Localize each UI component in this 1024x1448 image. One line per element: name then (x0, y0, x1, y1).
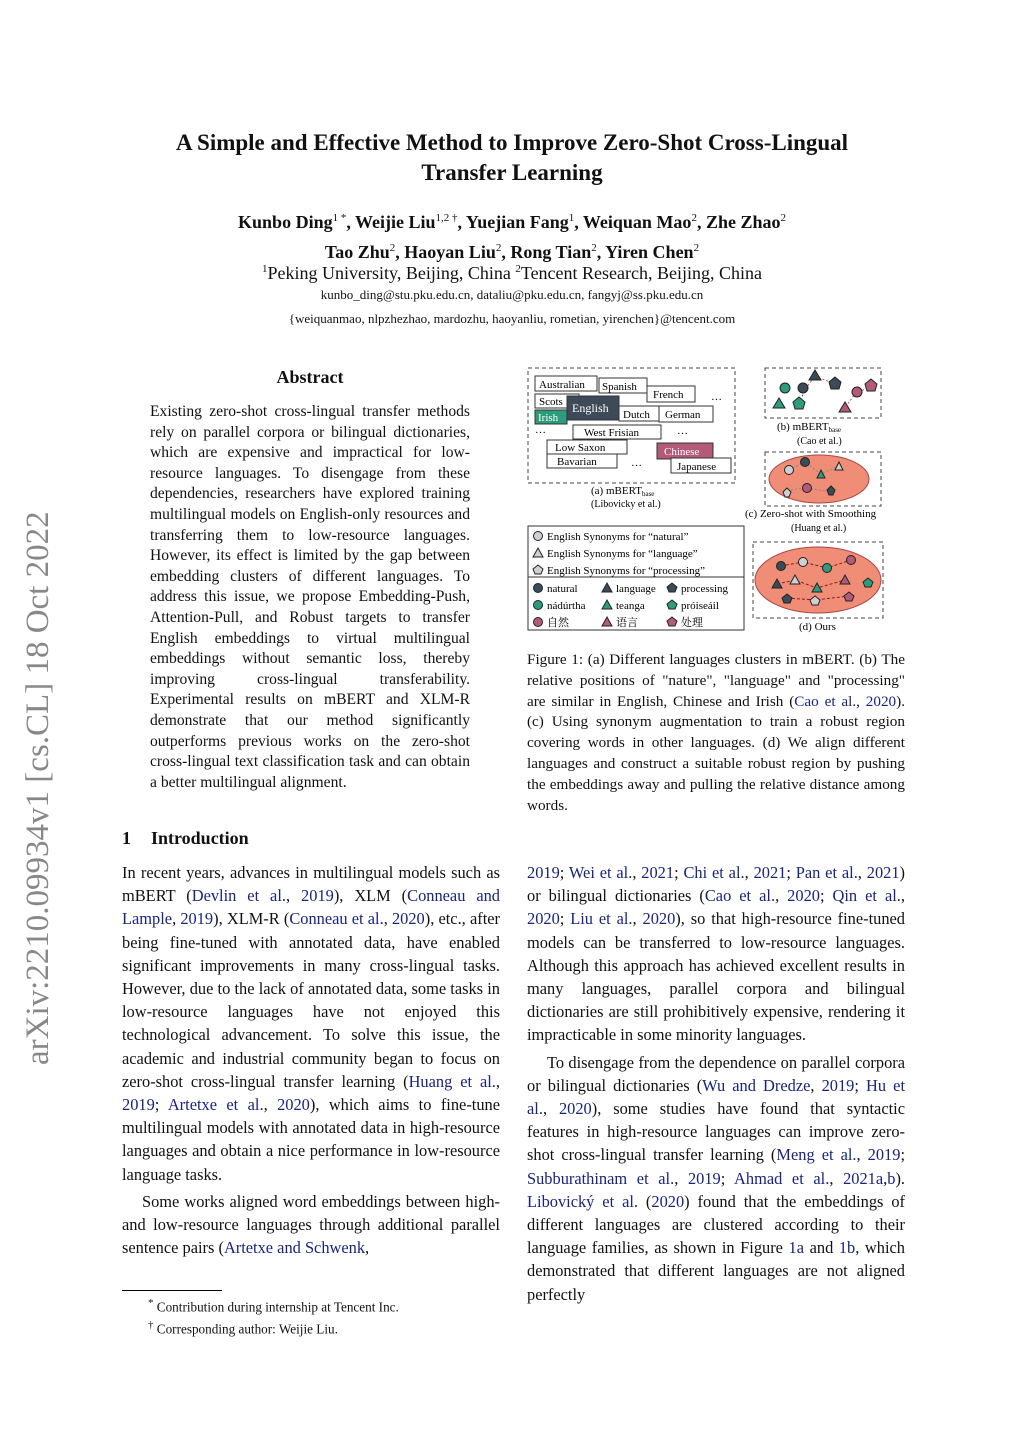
text-run: , (495, 1071, 500, 1091)
point-natural (801, 458, 810, 467)
lang-label: French (653, 389, 684, 401)
text-run: , (857, 863, 867, 882)
author-name: Haoyan Liu (404, 242, 496, 262)
citation-link[interactable]: 2021 (641, 863, 675, 882)
citation-link[interactable]: Cao et al. (704, 886, 776, 906)
email-line-1[interactable]: kunbo_ding@stu.pku.edu.cn, dataliu@pku.edu.cn, fangyj@ss.pku.edu.cn (320, 287, 704, 302)
text-run: , (856, 692, 866, 710)
citation-link[interactable]: 2019 (821, 1075, 855, 1095)
point-natural (777, 562, 786, 571)
citation-link[interactable]: 2019 (301, 886, 334, 906)
text-run: , (632, 863, 642, 882)
point-processing-chinese (865, 379, 877, 391)
citation-link[interactable]: Liu et al. (570, 909, 633, 929)
affil-sup: 1 (262, 263, 268, 275)
citation-link[interactable]: 2021a (843, 1168, 884, 1188)
citation-link[interactable]: b (887, 1168, 896, 1188)
lang-label: Australian (539, 379, 585, 391)
panel-d-label: (d) Ours (799, 621, 836, 633)
legend-label: 自然 (547, 617, 569, 629)
point-natural-chinese (852, 387, 862, 397)
text-run: ) found that the embeddings of different languages are clustered according to their language families, as shown in Figure (527, 1191, 905, 1258)
legend-label: 处理 (681, 617, 703, 629)
legend-label: próiseáil (681, 600, 719, 612)
author-sup: 2 (780, 212, 786, 224)
citation-link[interactable]: 2020 (277, 1095, 310, 1115)
legend-natural-icon (534, 584, 543, 593)
legend-label: teanga (616, 600, 645, 612)
citation-link[interactable]: Wei et al. (568, 863, 633, 882)
language-boxes (535, 376, 731, 473)
footnote-mark: † (148, 1319, 154, 1332)
author-name: Kunbo Ding (238, 212, 333, 232)
point-natural (798, 383, 808, 393)
footnote-text: Contribution during internship at Tencent Inc. (156, 1299, 399, 1315)
text-run: , (172, 909, 181, 929)
text-run: ), which aims to fine-tune multilingual models with annotated data in high-resource languages and obtain a nice performance in low-resource language tasks. (122, 1095, 500, 1184)
lang-label: Scots (539, 396, 563, 408)
citation-link[interactable]: 2019 (122, 1095, 155, 1115)
legend-synonym-natural-icon (534, 532, 543, 541)
ellipsis: … (677, 425, 688, 437)
text-run: ) or bilingual dictionaries ( (527, 863, 905, 906)
paragraph (122, 861, 500, 1186)
citation-link[interactable]: 2020 (527, 909, 560, 929)
panel-a-text: (a) mBERT (591, 485, 642, 497)
citation-link[interactable]: 1a (788, 1238, 805, 1258)
text-run: ; (154, 1095, 168, 1115)
footnote-mark: * (148, 1297, 154, 1309)
panel-c-label: (c) Zero-shot with Smoothing (745, 508, 877, 520)
author-sup: 2 (693, 242, 700, 254)
citation-link[interactable]: Huang et al. (408, 1071, 496, 1091)
panel-b-label (777, 421, 841, 434)
citation-link[interactable]: 1b (838, 1238, 856, 1258)
affiliations (0, 257, 1024, 285)
text-run: and (804, 1238, 839, 1258)
text-run: , (744, 863, 754, 882)
author-sup: 1,2 † (435, 212, 458, 224)
text-run: , (674, 1168, 688, 1188)
lang-label: Low Saxon (555, 442, 606, 454)
author-name: Yiren Chen (605, 242, 694, 262)
panel-b-citation: (Cao et al.) (797, 436, 842, 447)
point-language-chinese (839, 402, 851, 412)
author-sup: 1 * (332, 212, 347, 224)
footnotes (122, 1294, 500, 1339)
text-run: , which demonstrated that different languages are not aligned perfectly (527, 1238, 905, 1304)
text-run: ). (c) Using synonym augmentation to train a robust region covering words in other languages. (d) We align different languages and construct a suitable robust region by pushing the embeddings away and pulling the relative distance among words. (527, 692, 905, 814)
text-run: ; (674, 863, 684, 882)
text-run: To disengage from the dependence on parallel corpora or bilingual dictionaries ( (527, 1052, 905, 1095)
citation-link[interactable]: Chi et al. (683, 863, 745, 882)
legend-label: nádúrtha (547, 600, 586, 612)
abstract-text: Existing zero-shot cross-lingual transfer methods rely on parallel corpora or bilingual dictionaries, which are expensive and impractical for low-resource languages. To disengage from these dependencies, researchers have explored training multilingual models on English-only resources and transferring them to low-resource languages. However, its effect is limited by the gap between embedding clusters of different languages. To address this issue, we propose Embedding-Push, Attention-Pull, and Robust targets to transfer English embeddings to virtual multilingual embeddings without semantic loss, thereby improving cross-lingual transferability. Experimental results on mBERT and XLM-R demonstrate that our method significantly outperforms previous works on the zero-shot cross-lingual text classification task and can obtain a better multilingual alignment. (150, 403, 470, 791)
citation-link[interactable]: 2020 (651, 1191, 685, 1211)
citation-link[interactable]: Artetxe et al. (167, 1095, 264, 1115)
citation-link[interactable]: Hu et al. (527, 1075, 905, 1119)
footnote-2 (122, 1316, 500, 1338)
ellipsis: … (631, 457, 642, 469)
panel-a-sub: base (641, 490, 655, 498)
author-name: Zhe Zhao (705, 212, 781, 232)
point-language-irish (773, 398, 785, 408)
title-line-2: Transfer Learning (421, 160, 603, 185)
author-sup: 2 (389, 242, 396, 254)
text-run: , (829, 1168, 844, 1188)
panel-b-frame (765, 368, 881, 418)
text-run: ), some studies have found that syntactic features in high-resource languages can improve zero-shot cross-lingual transfer learning ( (527, 1099, 905, 1165)
legend-label: English Synonyms for “processing” (547, 565, 705, 577)
text-run: ), etc., after being fine-tuned with annotated data, have enabled significant improvements in many cross-lingual tasks. However, due to the lack of annotated data, some tasks in low-resource languages have not enjoyed this technological advancement. To solve this issue, the academic and industrial community began to focus on zero-shot cross-lingual transfer learning ( (122, 909, 500, 1091)
citation-link[interactable]: 2021 (866, 863, 900, 882)
affiliation-2: Tencent Research, Beijing, China (520, 263, 762, 283)
text-run: ; (786, 863, 796, 882)
text-run: ). (895, 1168, 906, 1188)
email-line-2[interactable]: {weiquanmao, nlpzhezhao, mardozhu, haoyanliu, rometian, yirenchen}@tencent.com (288, 311, 736, 326)
affil-sup: 2 (515, 263, 521, 275)
author-sup: 2 (691, 212, 697, 224)
text-run: , (856, 1145, 868, 1165)
citation-link[interactable]: Devlin et al. (191, 886, 286, 906)
text-run: Figure 1: (a) Different languages clusters in mBERT. (b) The relative positions of "nature", "language" and "processing" are similar in English, Chinese and Irish ( (527, 651, 905, 710)
citation-link[interactable]: 2020 (391, 909, 425, 929)
citation-link[interactable]: Ahmad et al. (734, 1168, 830, 1188)
author-sup: 2 (591, 242, 597, 254)
legend-ziran-icon (534, 618, 543, 627)
citation-link[interactable]: Wu and Dredze (702, 1075, 811, 1095)
author-name: Weiquan Mao (582, 212, 692, 232)
text-run: , (263, 1095, 278, 1115)
citation-link[interactable]: 2019 (687, 1168, 721, 1188)
legend-label: English Synonyms for “natural” (547, 531, 689, 543)
section-heading-introduction (122, 828, 249, 849)
citation-link[interactable]: Libovický et al. (527, 1191, 638, 1211)
footnote-divider (122, 1290, 222, 1291)
legend-nadurtha-icon (534, 601, 543, 610)
paragraph (122, 1190, 500, 1260)
citation-link[interactable]: Pan et al. (795, 863, 858, 882)
text-run: , (286, 886, 302, 906)
left-column-body (122, 861, 500, 1259)
author-name: Weijie Liu (355, 212, 436, 232)
panel-b-sub: base (828, 426, 842, 434)
legend-label: natural (547, 583, 578, 595)
synonym-natural (785, 466, 794, 475)
legend-label: 语言 (616, 617, 638, 629)
text-run: , (900, 886, 906, 906)
text-run: , (775, 886, 788, 906)
text-run: , (542, 1099, 559, 1119)
paragraph (527, 1051, 905, 1306)
citation-link[interactable]: 2020 (865, 692, 897, 710)
author-sup: 2 (495, 242, 502, 254)
right-column-body (527, 861, 905, 1306)
citation-link[interactable]: 2021 (753, 863, 787, 882)
text-run: ), so that high-resource fine-tuned models can be transferred to low-resource languages. Although this approach has achieved excellent results in many languages, parallel corpora and bilingual dictionaries are still prohibitively expensive, rendering it impracticable in some minority languages. (527, 909, 906, 1045)
citation-link[interactable]: 2019 (867, 1145, 901, 1165)
text-run: ; (819, 886, 833, 906)
text-run: ( (638, 1191, 652, 1211)
author-name: Tao Zhu (324, 242, 390, 262)
text-run: ; (854, 1075, 867, 1095)
text-run: ; (559, 863, 569, 882)
lang-label: Japanese (677, 461, 717, 473)
section-title: Introduction (151, 828, 249, 848)
citation-link[interactable]: Meng et al. (776, 1145, 857, 1165)
citation-link[interactable]: Artetxe and Schwenk (223, 1238, 366, 1258)
paragraph (527, 861, 905, 1047)
text-run: , (810, 1075, 822, 1095)
panel-a-label (591, 485, 654, 498)
citation-link[interactable]: Qin et al. (832, 886, 901, 906)
text-run: ; (559, 909, 571, 929)
point-processing (829, 377, 841, 389)
figure-1 (527, 366, 907, 636)
figure-1-caption (527, 650, 905, 816)
footnote-text: Corresponding author: Weijie Liu. (156, 1321, 338, 1337)
panel-a-citation: (Libovicky et al.) (591, 499, 661, 510)
synonym-natural (799, 558, 808, 567)
point-natural-irish (823, 564, 832, 573)
text-run: , (383, 909, 392, 929)
legend-label: processing (681, 583, 729, 595)
author-name: Yuejian Fang (465, 212, 569, 232)
text-run: ; (900, 1145, 905, 1165)
paper-title (0, 128, 1024, 188)
text-run: , (632, 909, 643, 929)
citation-link[interactable]: 2019 (180, 909, 214, 929)
text-run: ; (720, 1168, 735, 1188)
author-name: Rong Tian (510, 242, 592, 262)
panel-c-citation: (Huang et al.) (791, 523, 847, 534)
point-natural-chinese (847, 556, 856, 565)
citation-link[interactable]: 2020 (642, 909, 676, 929)
footnote-1 (122, 1294, 500, 1316)
point-natural-chinese (803, 484, 812, 493)
citation-link[interactable]: Subburathinam et al. (527, 1168, 675, 1188)
ellipsis: … (535, 424, 546, 436)
lang-label: Dutch (623, 409, 650, 421)
citation-link[interactable]: Conneau and Lample (122, 886, 501, 929)
arxiv-sidebar-stamp: arXiv:2210.09934v1 [cs.CL] 18 Oct 2022 (20, 511, 56, 1065)
point-language (809, 370, 821, 380)
citation-link[interactable]: Cao et al. (794, 692, 857, 710)
point-natural-irish (780, 383, 790, 393)
citation-link[interactable]: 2020 (787, 886, 820, 906)
abstract-heading: Abstract (276, 367, 344, 387)
lang-label: English (572, 401, 609, 415)
author-sup: 1 (568, 212, 575, 224)
lang-label: Irish (538, 412, 559, 424)
lang-label: Bavarian (557, 456, 597, 468)
citation-link[interactable]: Conneau et al. (289, 909, 384, 929)
affiliation-1: Peking University, Beijing, China (267, 263, 511, 283)
author-line-2: Tao Zhu$^2$, Haoyan Liu$^2$, Rong Tian$^2$, Yiren Chen$^2$ (324, 242, 700, 262)
citation-link[interactable]: 2019 (527, 863, 560, 882)
ellipsis: … (711, 391, 722, 403)
point-processing-irish (793, 397, 805, 409)
text-run: ), XLM ( (333, 886, 408, 906)
text-run: ), XLM-R ( (213, 909, 290, 929)
title-line-1: A Simple and Effective Method to Improve Zero-Shot Cross-Lingual (175, 130, 849, 155)
text-run: In recent years, advances in multilingual models such as mBERT ( (122, 863, 500, 906)
text-run: , (365, 1238, 370, 1258)
lang-label: Spanish (602, 381, 637, 393)
text-run: , (883, 1168, 888, 1188)
text-run: Some works aligned word embeddings between high- and low-resource languages through additional parallel sentence pairs ( (122, 1191, 500, 1258)
panel-b-text: (b) mBERT (777, 421, 829, 433)
legend-label: English Synonyms for “language” (547, 548, 698, 560)
lang-label: German (665, 409, 701, 421)
section-number: 1 (122, 828, 131, 848)
legend-label: language (616, 583, 656, 595)
author-line-1: Kunbo Ding$^{1 *}$, Weijie Liu$^{1,2 \dagger}$, Yuejian Fang$^1$, Weiquan Mao$^2$, Zhe Zhao$^2$ (238, 212, 786, 232)
citation-link[interactable]: 2020 (558, 1099, 592, 1119)
author-list (0, 205, 1024, 265)
lang-label: West Frisian (584, 427, 640, 439)
lang-label: Chinese (664, 446, 700, 458)
